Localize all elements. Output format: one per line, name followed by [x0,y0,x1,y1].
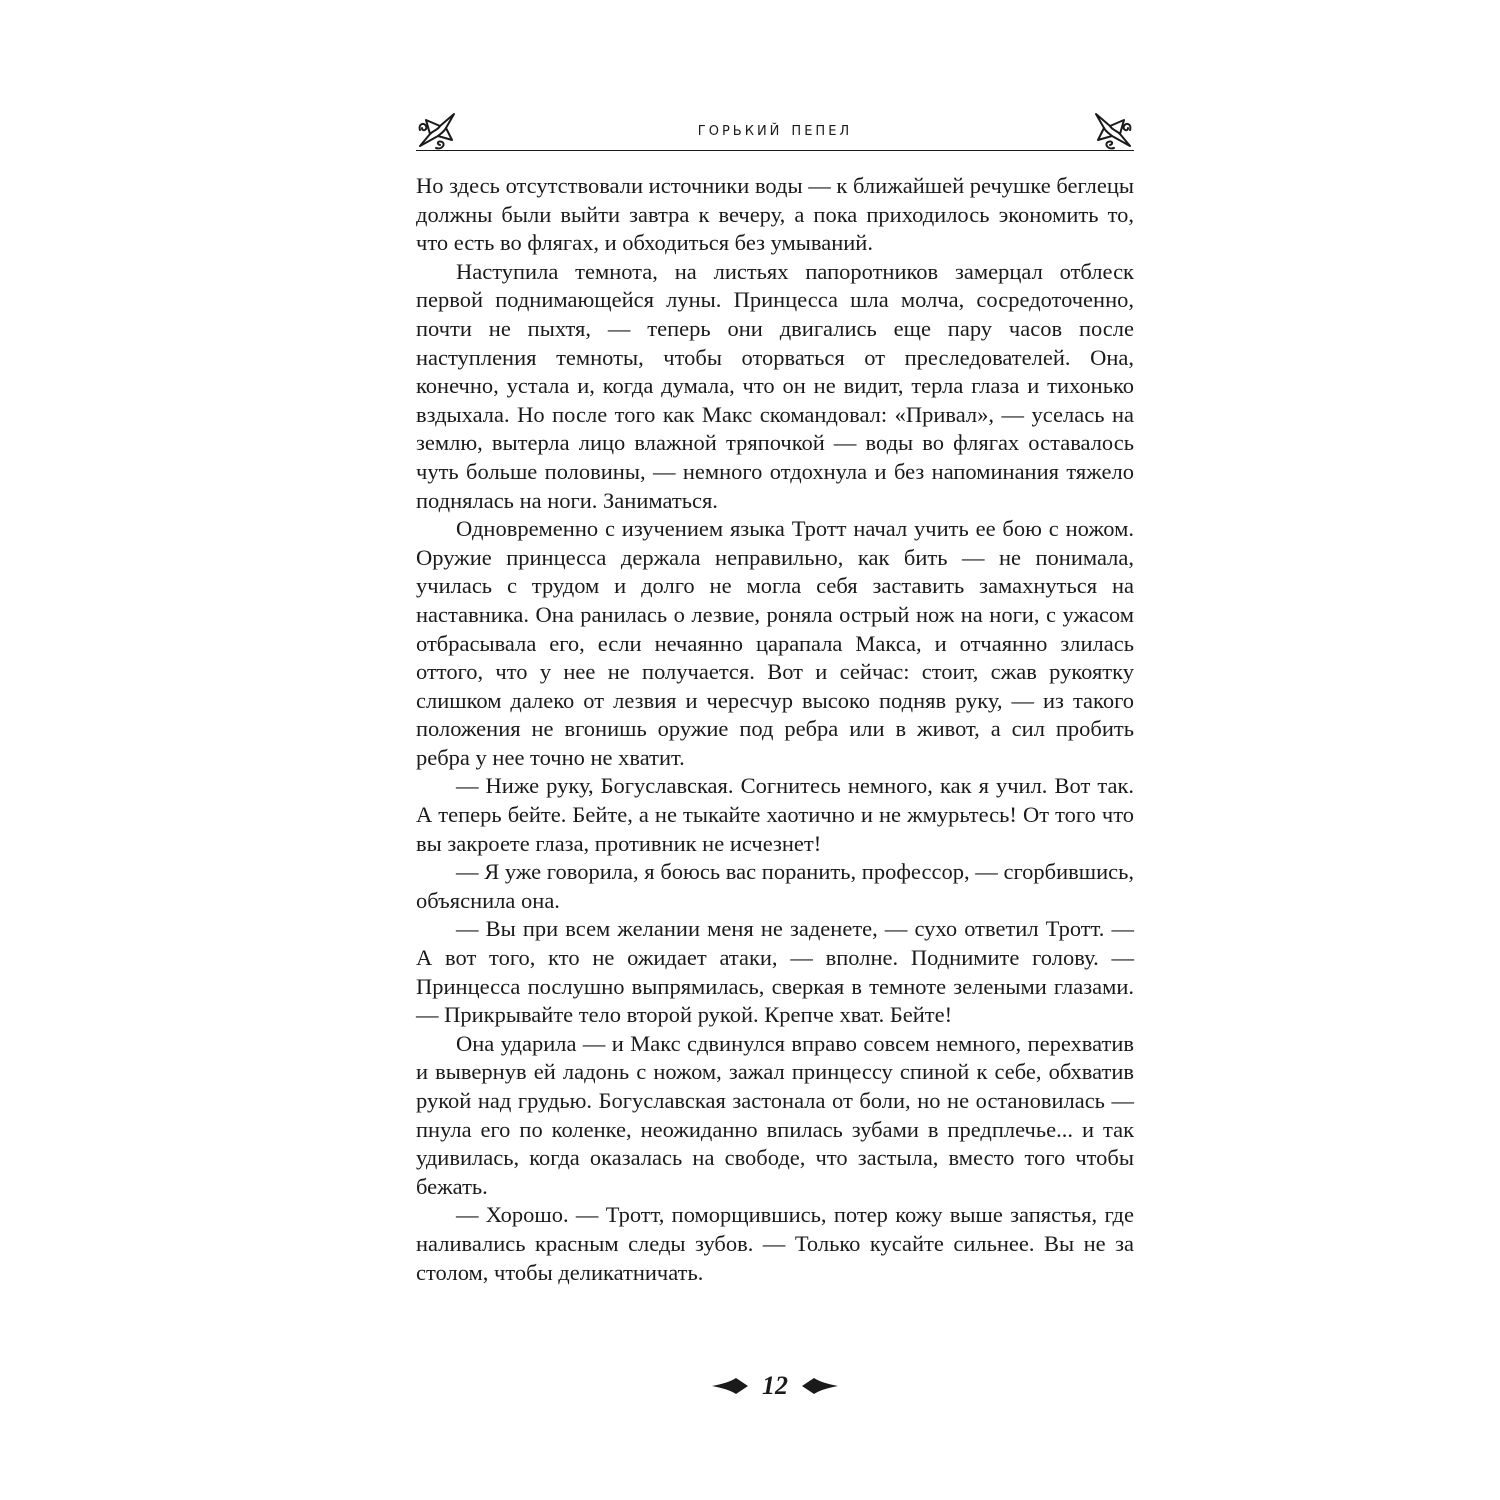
page-footer [416,1366,1134,1406]
book-page [416,108,1134,1408]
book-title: горький пепел [697,118,853,140]
paragraph: — Вы при всем желании меня не заденете, — сухо ответил Тротт. — А вот того, кто не ожидает атаки, — вполне. Поднимите голову. — Принцесса послушно выпрямилась, сверкая в темноте зелеными глазами. — Прикрывайте тело второй рукой. Крепче хват. Бейте! [416,916,1134,1028]
page-number: 12 [762,1371,788,1400]
arrow-left-icon [800,1376,840,1396]
arrow-right-icon [710,1376,750,1396]
paragraph: Одновременно с изучением языка Тротт начал учить ее бою с ножом. Оружие принцесса держала неправильно, как бить — не понимала, училась с трудом и долго не могла себя заставить замахнуться на наставника. Она ранилась о лезвие, роняла острый нож на ноги, с ужасом отбрасывала его, если нечаянно царапала Макса, и отчаянно злилась оттого, что у нее не получается. Вот и сейчас: стоит, сжав рукоятку слишком далеко от лезвия и чересчур высоко подняв руку, — из такого положения не вгонишь оружие под ребра или в живот, а сил пробить ребра у нее точно не хватит. [416,516,1134,770]
flourish-ornament-icon [1092,110,1134,150]
running-header [416,108,1134,152]
paragraph: Наступила темнота, на листьях папоротников замерцал отблеск первой поднимающейся луны. Принцесса шла молча, сосредоточенно, почти не пыхтя, — теперь они двигались еще пару часов после наступления темноты, чтобы оторваться от преследователей. Она, конечно, устала и, когда думала, что он не видит, терла глаза и тихонько вздыхала. Но после того как Макс скомандовал: «Привал», — уселась на землю, вытерла лицо влажной тряпочкой — воды во флягах оставалось чуть больше половины, — немного отдохнула и без напоминания тяжело поднялась на ноги. Заниматься. [416,258,1134,513]
header-rule [416,150,1134,151]
paragraph: — Я уже говорила, я боюсь вас поранить, профессор, — сгорбившись, объяснила она. [416,859,1134,913]
paragraph: — Хорошо. — Тротт, поморщившись, потер кожу выше запястья, где наливались красным следы зубов. — Только кусайте сильнее. Вы не за столом, чтобы деликатничать. [416,1202,1134,1285]
paragraph: — Ниже руку, Богуславская. Согнитесь немного, как я учил. Вот так. А теперь бейте. Бейте, а не тыкайте хаотично и не жмурьтесь! От того что вы закроете глаза, противник не исчезнет! [416,773,1134,856]
paragraph: Но здесь отсутствовали источники воды — к ближайшей речушке беглецы должны были выйти завтра к вечеру, а пока приходилось экономить то, что есть во флягах, и обходиться без умываний. [416,173,1134,256]
paragraph: Она ударила — и Макс сдвинулся вправо совсем немного, перехватив и вывернув ей ладонь с ножом, зажал принцессу спиной к себе, обхватив рукой над грудью. Богуславская застонала от боли, но не остановилась — пнула его по коленке, неожиданно впилась зубами в предплечье... и так удивилась, когда оказалась на свободе, что застыла, вместо того чтобы бежать. [416,1030,1134,1199]
body-text [416,172,1134,1287]
